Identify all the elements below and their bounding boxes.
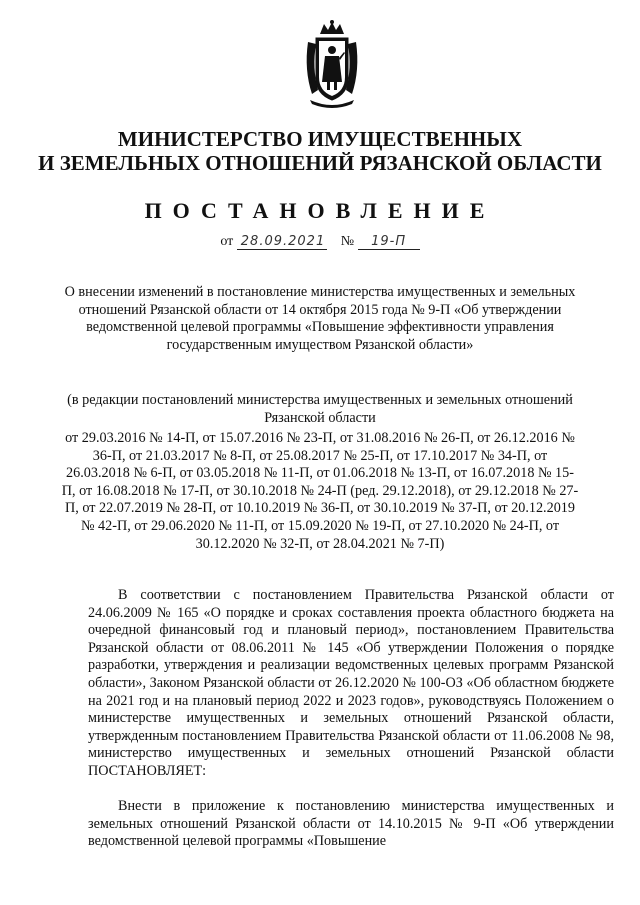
body-paragraph-1 <box>88 587 614 781</box>
coat-of-arms-emblem <box>298 20 366 108</box>
body-paragraph-2: Внести в приложение к постановлению министерства имущественных и земельных отношений Рязанской области от 14.10.2015 № 9-П «Об утверждении ведомственной целевой программы «Повышение <box>88 798 614 850</box>
amendments-list: от 29.03.2016 № 14-П, от 15.07.2016 № 23-П, от 31.08.2016 № 26-П, от 26.12.2016 № 36-П, от 21.03.2017 № 8-П, от 25.08.2017 № 25-П, от 17.10.2017 № 34-П, от 26.03.2018 № 6-П, от 03.05.2018 № 11-П, от 01.06.2018 № 13-П, от 16.07.2018 № 15-П, от 16.08.2018 № 17-П, от 30.10.2018 № 24-П (ред. 29.12.2018), от 29.12.2018 № 27-П, от 22.07.2019 № 28-П, от 10.10.2019 № 36-П, от 30.10.2019 № 37-П, от 20.12.2019 № 42-П, от 29.06.2020 № 11-П, от 15.09.2020 № 19-П, от 27.10.2020 № 24-П, от 30.12.2020 № 32-П, от 28.04.2021 № 7-П) <box>61 430 579 552</box>
resolves-word: ПОСТАНОВЛЯЕТ: <box>88 762 207 779</box>
number-label: № <box>340 234 355 249</box>
date-number-line <box>0 234 640 250</box>
handwritten-date: 28.09.2021 <box>237 234 327 250</box>
ministry-name-line-2: И ЗЕМЕЛЬНЫХ ОТНОШЕНИЙ РЯЗАНСКОЙ ОБЛАСТИ <box>38 151 602 175</box>
handwritten-number: 19-П <box>358 234 420 250</box>
document-title: О внесении изменений в постановление министерства имущественных и земельных отношений Рязанской области от 14 октября 2015 года № 9-П «Об утверждении ведомственной целевой программы «Повышение эффективности управления государственным имуществом Рязанской области» <box>64 284 576 353</box>
document-type-heading: ПОСТАНОВЛЕНИЕ <box>144 198 496 223</box>
body-paragraph-1-text: В соответствии с постановлением Правительства Рязанской области от 24.06.2009 № 165 «О порядке и сроках составления проекта областного бюджета на очередной финансовый год и плановый период», постановлением Правительства Рязанской области от 08.06.2011 № 145 «Об утверждении Положения о порядке разработки, утверждения и реализации ведомственных целевых программ Рязанской области», Законом Рязанской области от 26.12.2020 № 100-ОЗ «Об областном бюджете на 2021 год и на плановый период 2022 и 2023 годов», руководствуясь Положением о министерстве имущественных и земельных отношений Рязанской области, утвержденным постановлением Правительства Рязанской области от 11.06.2008 № 98, министерство имущественных и земельных отношений Рязанской области <box>88 587 614 762</box>
redaction-note: (в редакции постановлений министерства имущественных и земельных отношений Рязанской области <box>67 392 573 426</box>
date-label: от <box>220 234 234 249</box>
ministry-name-line-1: МИНИСТЕРСТВО ИМУЩЕСТВЕННЫХ <box>117 127 523 151</box>
